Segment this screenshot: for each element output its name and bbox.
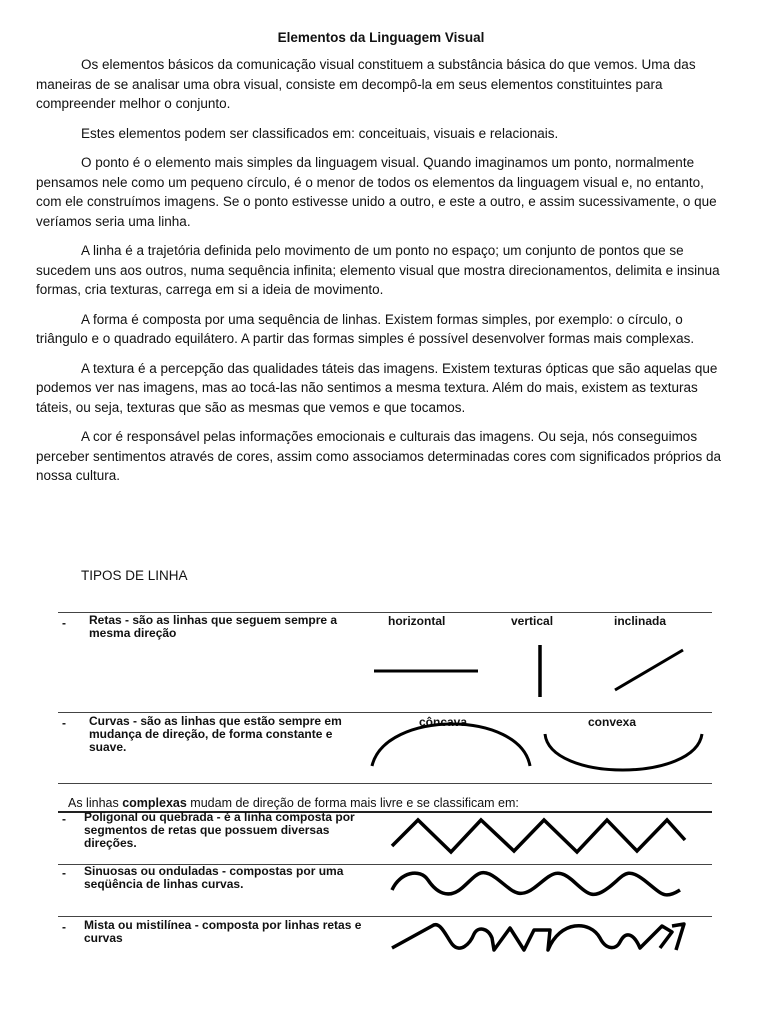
mixed-line-example: [392, 924, 684, 950]
mista-term: Mista ou mistilínea: [84, 918, 192, 932]
poligonal-term: Poligonal ou quebrada: [84, 810, 214, 824]
inclined-line-example: [615, 650, 683, 690]
bullet-retas: -: [62, 616, 66, 630]
bullet-curvas: -: [62, 716, 66, 730]
document-title: Elementos da Linguagem Visual: [277, 30, 485, 45]
bullet-sinuosas: -: [62, 866, 66, 880]
polygonal-line-example: [392, 820, 685, 852]
mista-description: [84, 919, 380, 945]
complex-lines-intro: As linhas complexas mudam de direção de forma mais livre e se classificam em:: [68, 796, 519, 810]
retas-description: [89, 614, 369, 640]
paragraph-classification: Estes elementos podem ser classificados em: conceituais, visuais e relacionais.: [81, 125, 559, 141]
bullet-mista: -: [62, 920, 66, 934]
label-horizontal: horizontal: [388, 614, 446, 628]
document-body: [36, 30, 726, 496]
poligonal-description: [84, 811, 380, 850]
label-vertical: vertical: [511, 614, 554, 628]
curvas-description: [89, 715, 359, 754]
sinuous-line-example: [392, 873, 680, 895]
label-convexa: convexa: [588, 715, 637, 729]
figure-rule-sinuosas: [58, 916, 712, 917]
retas-term: Retas: [89, 613, 122, 627]
label-concava: côncava: [419, 715, 468, 729]
figure-rule-retas: [58, 712, 712, 713]
sinuosas-text: - compostas por uma seqüência de linhas curvas.: [84, 864, 344, 891]
paragraph-linha: A linha é a trajetória definida pelo movimento de um ponto no espaço; um conjunto de pontos que se sucedem uns aos outros, numa sequência infinita; elemento visual que mostra direcionamentos, delimita e insinua formas, cria texturas, carrega em si a ideia de movimento.: [36, 243, 720, 297]
convex-curve-example: [545, 734, 702, 770]
bullet-poligonal: -: [62, 812, 66, 826]
paragraph-forma: A forma é composta por uma sequência de linhas. Existem formas simples, por exemplo: o círculo, o triângulo e o quadrado equilátero. A partir das formas simples é possível desenvolver formas mais complexas.: [36, 311, 695, 346]
poligonal-text: - é a linha composta por segmentos de retas que possuem diversas direções.: [84, 810, 355, 850]
sinuosas-description: [84, 865, 380, 891]
retas-text: - são as linhas que seguem sempre a mesma direção: [89, 613, 338, 640]
paragraph-ponto: O ponto é o elemento mais simples da linguagem visual. Quando imaginamos um ponto, normalmente pensamos nele como um pequeno círculo, é o menor de todos os elementos da linguagem visual e, no entanto, com ele construímos imagens. Se o ponto estivesse unido a outro, e este a outro, e assim sucessivamente, o que veríamos seria uma linha.: [36, 155, 717, 229]
curvas-term: Curvas: [89, 714, 130, 728]
label-inclinada: inclinada: [614, 614, 667, 628]
section-title-tipos-de-linha: TIPOS DE LINHA: [81, 568, 188, 583]
sinuosas-term: Sinuosas ou onduladas: [84, 864, 219, 878]
curvas-text: - são as linhas que estão sempre em mudança de direção, de forma constante e suave.: [89, 714, 342, 754]
paragraph-cor: A cor é responsável pelas informações emocionais e culturais das imagens. Ou seja, nós conseguimos perceber sentimentos através de cores, assim como associamos determinadas cores com significados próprios da nossa cultura.: [36, 429, 722, 483]
figure-rule-curvas: [58, 783, 712, 784]
concave-curve-example: [372, 724, 530, 766]
complex-term: complexas: [122, 796, 187, 810]
paragraph-intro: Os elementos básicos da comunicação visual constituem a substância básica do que vemos. Uma das maneiras de se analisar uma obra visual, consiste em decompô-la em seus elementos constituintes para compreender melhor o conjunto.: [36, 57, 696, 111]
paragraph-textura: A textura é a percepção das qualidades táteis das imagens. Existem texturas ópticas que são aquelas que podemos ver nas imagens, mas ao tocá-las não sentimos a mesma textura. Além do mais, existem as texturas táteis, ou seja, texturas que são as mesmas que vemos e que tocamos.: [36, 360, 718, 415]
mista-text: - composta por linhas retas e curvas: [84, 918, 362, 945]
